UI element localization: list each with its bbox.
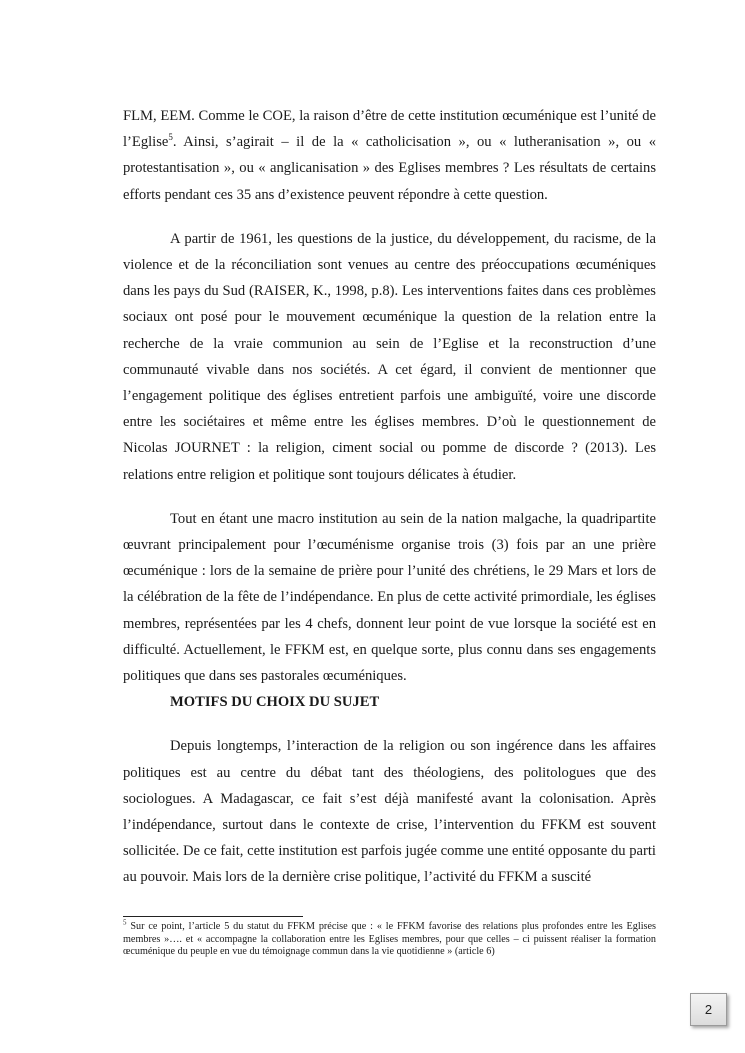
footnote-divider [123,916,303,917]
paragraph-4: Depuis longtemps, l’interaction de la religion ou son ingérence dans les affaires politiques est au centre du débat tant des théologiens, des politologues que des sociologues. A Madagascar, ce fait s’est déjà manifesté avant la colonisation. Après l’indépendance, surtout dans le contexte de crise, l’intervention du FFKM est souvent sollicitée. De ce fait, cette institution est parfois jugée comme une entité opposante du parti au pouvoir. Mais lors de la dernière crise politique, l’activité du FFKM a suscité [123,738,656,886]
page-number: 2 [704,1002,713,1017]
page-number-badge [690,993,727,1026]
footnote-text: Sur ce point, l’article 5 du statut du FFKM précise que : « le FFKM favorise des relations plus profondes entre les Eglises membres »…. et « accompagne la collaboration entre les Eglises membres, pour que celles – ci puissent réaliser la formation œcuménique du peuple en vue du témoignage commun dans la vie quotidienne » (article 6) [123,921,656,958]
footnote-reference[interactable]: 5 [168,132,173,143]
section-heading: MOTIFS DU CHOIX DU SUJET [170,694,380,711]
paragraph-1-text-b: . Ainsi, s’agirait – il de la « catholicisation », ou « lutheranisation », ou « protestantisation », ou « anglicanisation » des Eglises membres ? Les résultats de certains efforts pendant ces 35 ans d’existence peuvent répondre à cette question. [123,134,656,203]
footnote-number: 5 [123,918,127,927]
paragraph-2: A partir de 1961, les questions de la justice, du développement, du racisme, de la violence et de la réconciliation sont venues au centre des préoccupations œcuméniques dans les pays du Sud (RAISER, K., 1998, p.8). Les interventions faites dans ces problèmes sociaux ont posé pour le mouvement œcuménique la question de la relation entre la recherche de la vraie communion au sein de l’Eglise et la reconstruction d’une communauté vivable dans nos sociétés. A cet égard, il convient de mentionner que l’engagement politique des églises entretient parfois une ambiguïté, voire une discorde entre les sociétaires et même entre les églises membres. D’où le questionnement de Nicolas JOURNET : la religion, ciment social ou pomme de discorde ? (2013). Les relations entre religion et politique sont toujours délicates à étudier. [123,230,656,483]
body-text [123,103,656,891]
footnote [123,918,656,959]
paragraph-1 [123,103,656,208]
paragraph-1-text-a: FLM, EEM. Comme le COE, la raison d’être de cette institution œcuménique est l’unité de l’Eglise [123,108,656,151]
paragraph-3: Tout en étant une macro institution au sein de la nation malgache, la quadripartite œuvrant principalement pour l’œcuménisme organise trois (3) fois par an une prière œcuménique : lors de la semaine de prière pour l’unité des chrétiens, le 29 Mars et lors de la célébration de la fête de l’indépendance. En plus de cette activité primordiale, les églises membres, représentées par les 4 chefs, donnent leur point de vue lorsque la société est en difficulté. Actuellement, le FFKM est, en quelque sorte, plus connu dans ses engagements politiques que dans ses pastorales œcuméniques. [123,510,656,685]
